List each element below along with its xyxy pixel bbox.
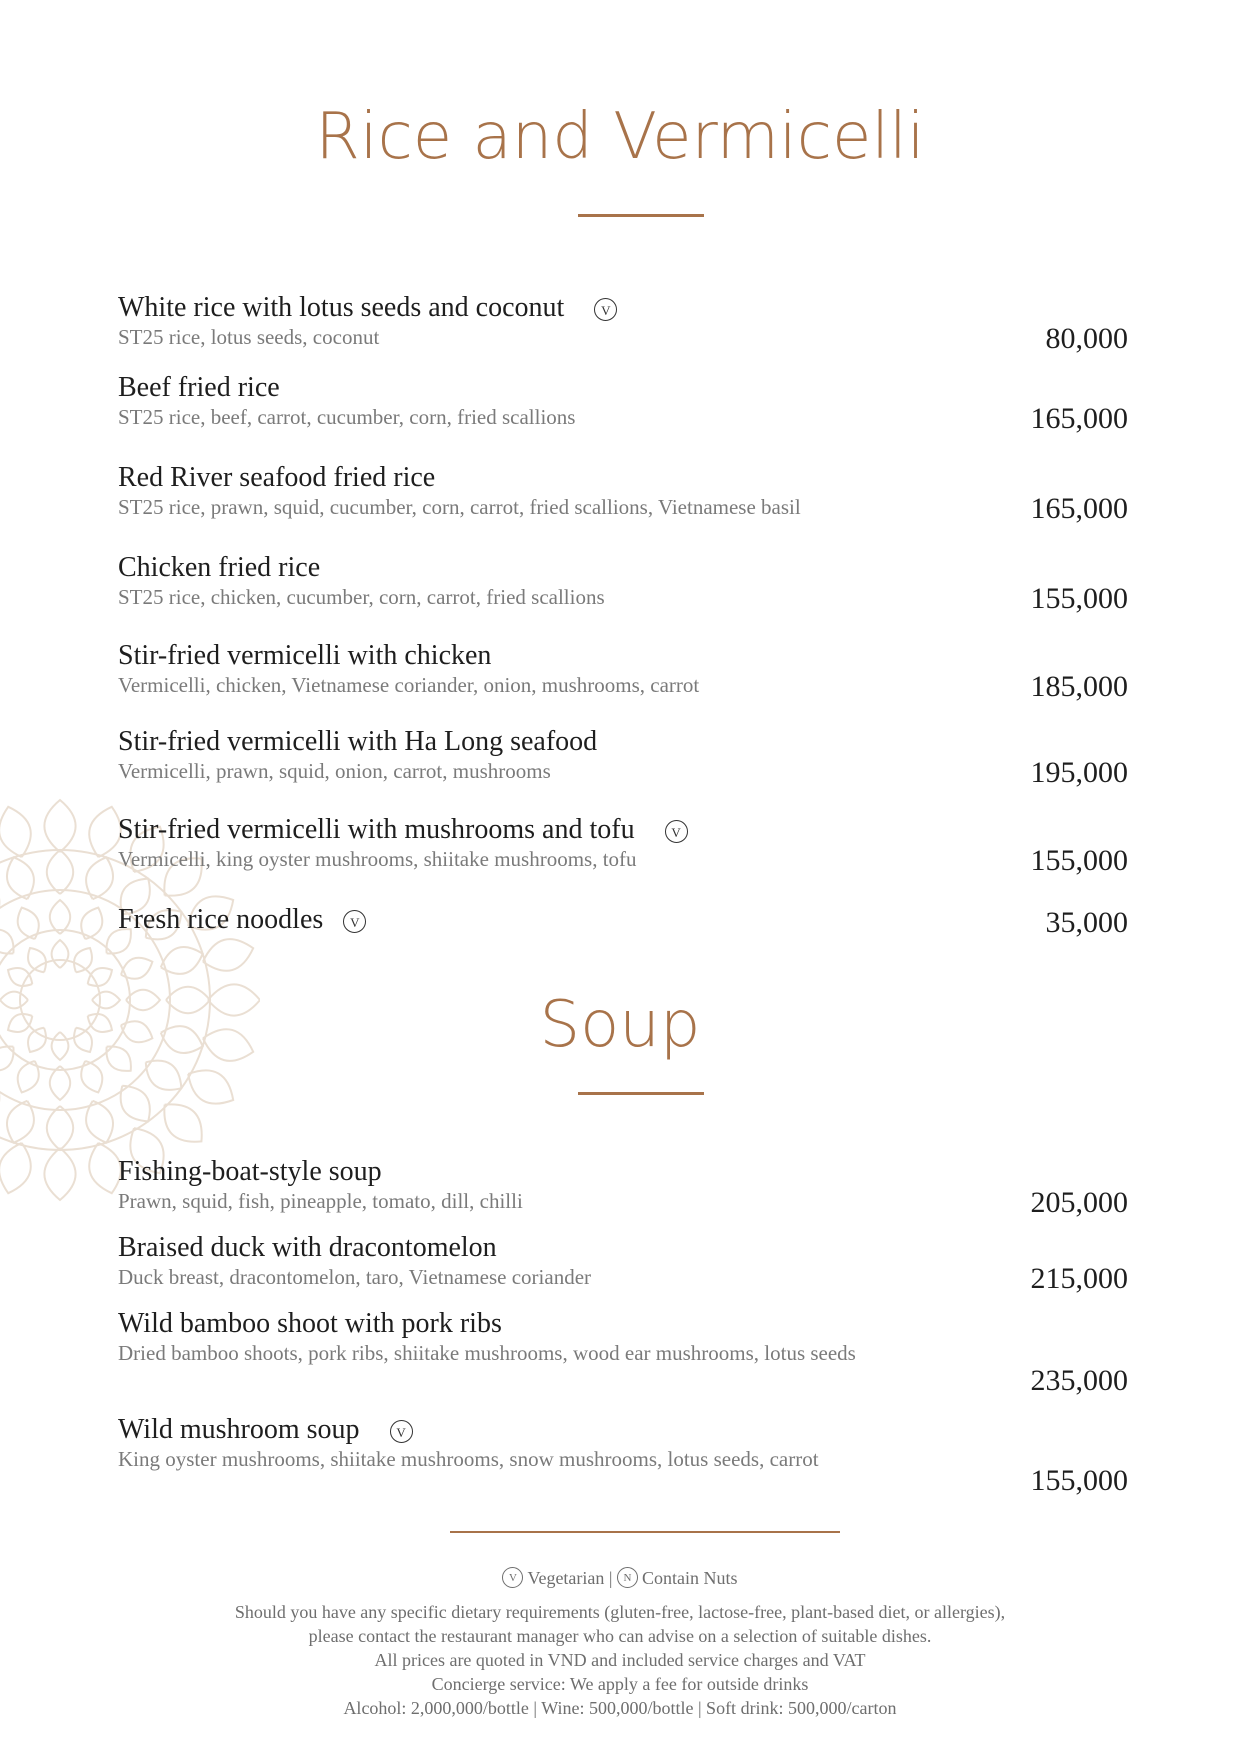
item-description: Vermicelli, prawn, squid, onion, carrot, mushrooms	[118, 759, 551, 783]
section-title-rice: Rice and Vermicelli	[315, 100, 925, 174]
item-name: Stir-fried vermicelli with mushrooms and tofu	[118, 814, 635, 845]
item-price: 155,000	[1030, 1464, 1128, 1497]
item-price: 35,000	[1045, 906, 1128, 939]
item-name: Braised duck with dracontomelon	[118, 1232, 497, 1263]
note-line: Should you have any specific dietary requirements (gluten-free, lactose-free, plant-based diet, or allergies),	[234, 1602, 1006, 1622]
menu-item	[118, 462, 1128, 525]
item-description: Vermicelli, king oyster mushrooms, shiitake mushrooms, tofu	[118, 847, 637, 871]
item-description: Vermicelli, chicken, Vietnamese coriander, onion, mushrooms, carrot	[118, 673, 700, 697]
title-underline	[578, 214, 704, 217]
item-description: Prawn, squid, fish, pineapple, tomato, dill, chilli	[118, 1189, 523, 1213]
vegetarian-icon: V	[594, 298, 617, 321]
legend	[0, 1568, 1240, 1590]
note-line: Alcohol: 2,000,000/bottle | Wine: 500,000/bottle | Soft drink: 500,000/carton	[343, 1698, 897, 1718]
item-price: 185,000	[1030, 670, 1128, 703]
menu-item	[118, 292, 1128, 355]
item-price: 165,000	[1030, 492, 1128, 525]
legend-nuts-label: Contain Nuts	[642, 1568, 738, 1588]
item-description: ST25 rice, lotus seeds, coconut	[118, 325, 380, 349]
menu-item	[118, 1308, 1128, 1397]
item-name: Stir-fried vermicelli with chicken	[118, 640, 492, 671]
item-price: 215,000	[1030, 1262, 1128, 1295]
menu-item	[118, 640, 1128, 703]
item-price: 155,000	[1030, 844, 1128, 877]
menu-item	[118, 814, 1128, 877]
item-description: King oyster mushrooms, shiitake mushrooms, snow mushrooms, lotus seeds, carrot	[118, 1447, 819, 1471]
menu-item	[118, 1414, 1128, 1497]
menu-item	[118, 1156, 1128, 1219]
item-name: Chicken fried rice	[118, 552, 321, 583]
item-name: Wild mushroom soup	[118, 1414, 360, 1445]
vegetarian-icon: V	[502, 1567, 523, 1588]
section-title-soup: Soup	[539, 988, 701, 1062]
vegetarian-icon: V	[665, 820, 688, 843]
note-line: All prices are quoted in VND and included service charges and VAT	[374, 1650, 866, 1670]
footer-divider	[450, 1531, 840, 1533]
item-description: ST25 rice, prawn, squid, cucumber, corn, carrot, fried scallions, Vietnamese basil	[118, 495, 801, 519]
item-price: 155,000	[1030, 582, 1128, 615]
item-price: 195,000	[1030, 756, 1128, 789]
legend-separator: |	[608, 1568, 613, 1588]
menu-item	[118, 1232, 1128, 1295]
menu-item	[118, 726, 1128, 789]
item-name: Fishing-boat-style soup	[118, 1156, 382, 1187]
item-price: 80,000	[1045, 322, 1128, 355]
item-description: Dried bamboo shoots, pork ribs, shiitake mushrooms, wood ear mushrooms, lotus seeds	[118, 1341, 856, 1365]
vegetarian-icon: V	[343, 910, 366, 933]
vegetarian-icon: V	[390, 1420, 413, 1443]
item-description: Duck breast, dracontomelon, taro, Vietnamese coriander	[118, 1265, 592, 1289]
menu-item	[118, 552, 1128, 615]
item-name: Beef fried rice	[118, 372, 280, 403]
menu-item	[118, 372, 1128, 435]
item-name: Stir-fried vermicelli with Ha Long seafood	[118, 726, 598, 757]
footer-notes	[0, 1600, 1240, 1720]
item-name: Fresh rice noodles	[118, 904, 324, 935]
note-line: please contact the restaurant manager who can advise on a selection of suitable dishes.	[308, 1626, 932, 1646]
item-name: Wild bamboo shoot with pork ribs	[118, 1308, 502, 1339]
item-price: 205,000	[1030, 1186, 1128, 1219]
item-name: Red River seafood fried rice	[118, 462, 436, 493]
note-line: Concierge service: We apply a fee for outside drinks	[431, 1674, 809, 1694]
nuts-icon: N	[617, 1567, 638, 1588]
title-underline	[578, 1092, 704, 1095]
item-name: White rice with lotus seeds and coconut	[118, 292, 565, 323]
item-price: 235,000	[1030, 1364, 1128, 1397]
item-price: 165,000	[1030, 402, 1128, 435]
legend-vegetarian-label: Vegetarian	[527, 1568, 605, 1588]
menu-item	[118, 904, 1128, 939]
item-description: ST25 rice, chicken, cucumber, corn, carrot, fried scallions	[118, 585, 605, 609]
item-description: ST25 rice, beef, carrot, cucumber, corn, fried scallions	[118, 405, 576, 429]
